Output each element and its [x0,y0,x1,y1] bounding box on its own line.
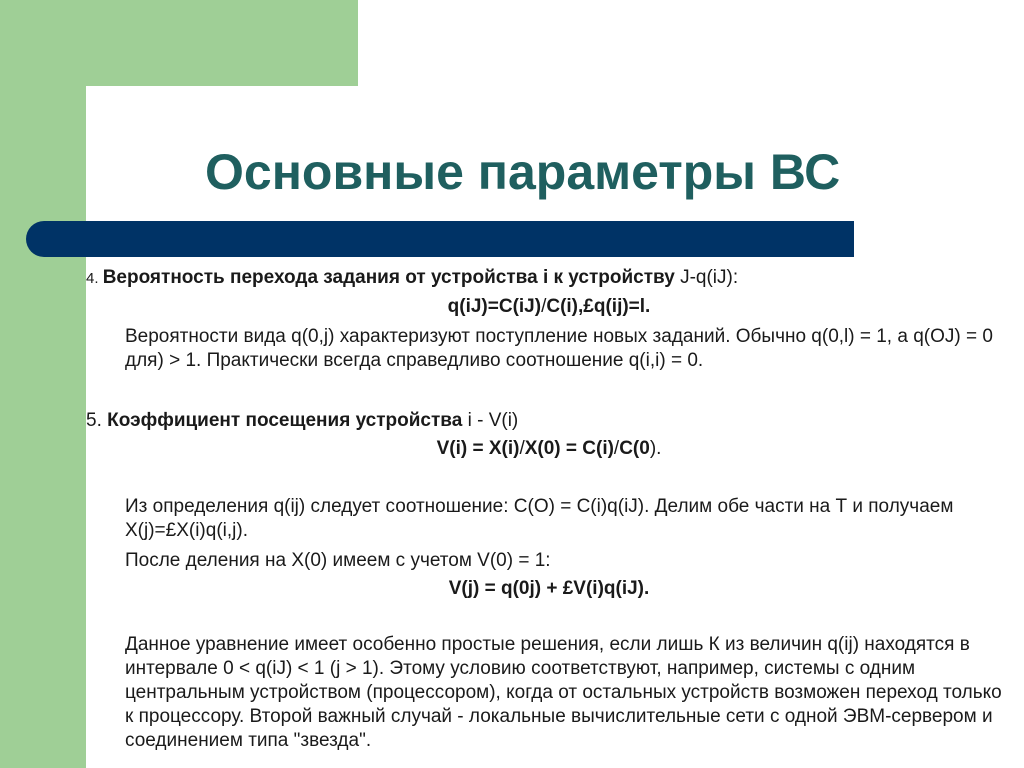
item5-formula-slash2: / [613,438,620,459]
item4-formula-slash: / [541,296,547,317]
item4-formula-b: C(i),£q(ij)=l. [546,296,651,317]
item5-heading [86,409,1012,433]
item5-formula-end: ). [649,438,662,459]
item5-paragraph-solutions: Данное уравнение имеет особенно простые решения, если лишь К из величин q(ij) находятся в интервале 0 < q(iJ) < 1 (j > 1). Этому условию соответствуют, например, системы с одним центральным устройством (процессором), когда от остальных устройств возможен переход только к процессору. Второй важный случай - локальные вычислительные сети с одной ЭВМ-сервером и соединением типа "звезда". [125,634,1002,751]
item5-formula-visits: V(j) = q(0j) + £V(i)q(iJ). [448,578,650,599]
title-divider-bar [26,221,854,257]
item5-number: 5. [86,410,108,431]
item5-paragraph-definition: Из определения q(ij) следует соотношение: С(О) = C(i)q(iJ). Делим обе части на Т и получаем X(j)=£X(i)q(i,j). [125,496,954,541]
item4-heading-tail: J-q(iJ): [674,267,739,288]
item5-formula-c: C(0 [619,438,650,459]
item5-formula-a: V(i) = X(i) [436,438,520,459]
item5-heading-tail: i - V(i) [462,410,519,431]
item4-number: 4. [86,270,103,287]
item5-formula [86,437,1012,461]
item4-heading-bold: Вероятность перехода задания от устройства i к устройству [102,267,675,288]
item4-formula [86,295,1012,319]
slide-title: Основные параметры ВС [205,144,841,200]
item5-formula-slash: / [519,438,525,459]
decor-green-top [0,0,358,86]
item5-paragraph-division: После деления на Х(0) имеем с учетом V(0) = 1: [125,550,551,571]
item5-heading-bold: Коэффициент посещения устройства [107,410,463,431]
slide-content [86,266,1012,753]
item5-formula-b: X(0) = C(i) [524,438,614,459]
item4-explanation: Вероятности вида q(0,j) характеризуют поступление новых заданий. Обычно q(0,l) = 1, а q(OJ) = 0 для) > 1. Практически всегда справедливо соотношение q(i,i) = 0. [125,326,993,371]
decor-green-side [0,0,86,768]
decor-white-corner [86,86,206,206]
item4-heading [86,266,1012,291]
item4-formula-a: q(iJ)=C(iJ) [447,296,542,317]
